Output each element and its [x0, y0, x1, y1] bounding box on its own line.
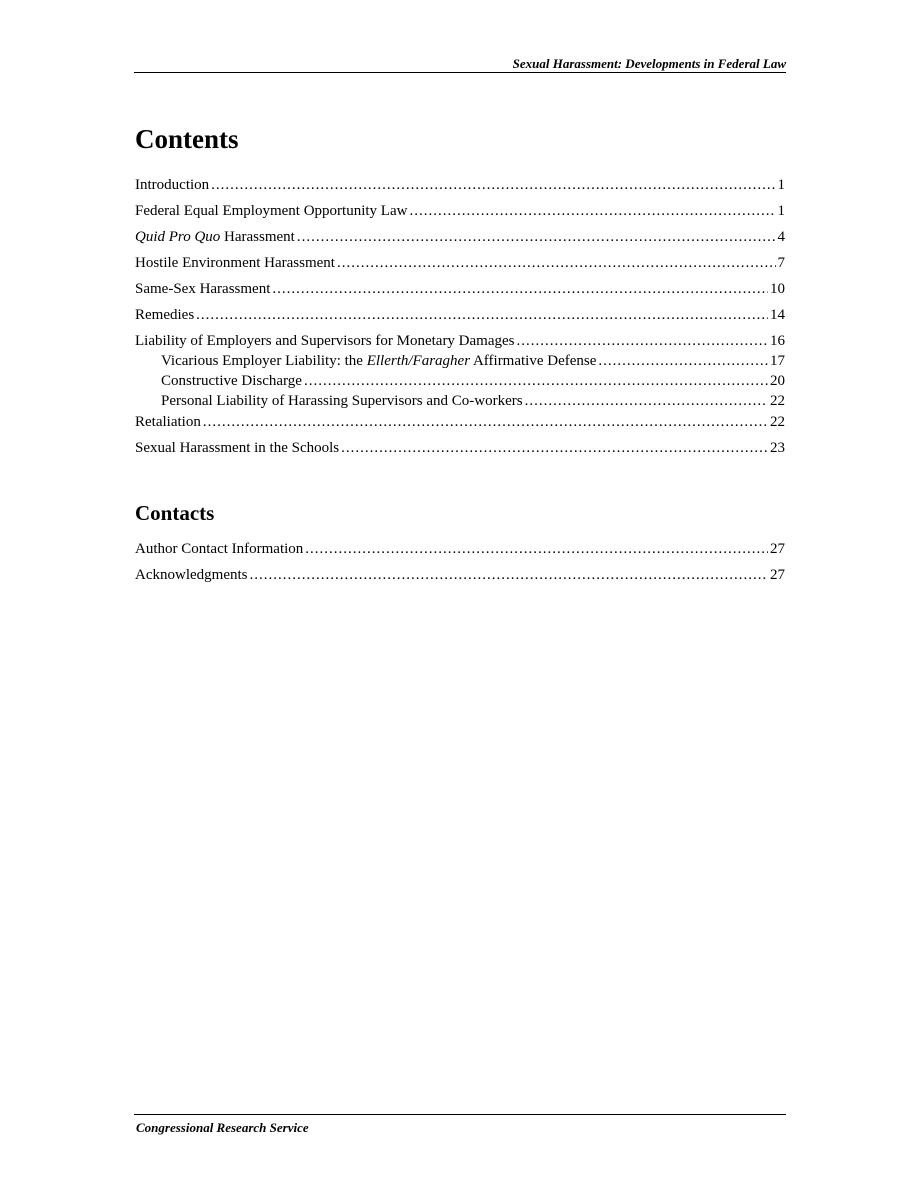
dot-leader: [517, 332, 769, 350]
toc-entry-title: Constructive Discharge: [161, 373, 302, 389]
toc-page-number: 1: [777, 177, 785, 193]
dot-leader: [211, 176, 775, 194]
toc-page-number: 22: [770, 414, 785, 430]
toc-entry-same-sex[interactable]: [135, 280, 785, 298]
toc-entry-title: Hostile Environment Harassment: [135, 255, 335, 271]
toc-page-number: 14: [770, 307, 785, 323]
toc-entry-title: Personal Liability of Harassing Supervisors and Co-workers: [161, 393, 523, 409]
toc-entry-title: Sexual Harassment in the Schools: [135, 440, 340, 456]
dot-leader: [196, 306, 768, 324]
toc-entry-liability[interactable]: [135, 332, 785, 350]
dot-leader: [249, 566, 768, 584]
contacts-title: Contacts: [135, 501, 215, 525]
header-divider: [134, 72, 786, 73]
dot-leader: [409, 202, 775, 220]
toc-page-number: 4: [777, 229, 785, 245]
toc-entry-hostile-environment[interactable]: [135, 254, 785, 272]
dot-leader: [297, 228, 776, 246]
toc-page-number: 23: [770, 440, 785, 456]
footer-publisher: Congressional Research Service: [136, 1120, 309, 1135]
toc-page-number: 22: [770, 393, 785, 409]
toc-entry-title: Vicarious Employer Liability: the Ellerth/Faragher Affirmative Defense: [161, 353, 597, 369]
toc-entry-author-contact[interactable]: [135, 540, 785, 558]
dot-leader: [305, 540, 768, 558]
footer-divider: [134, 1114, 786, 1115]
toc-entry-title: Author Contact Information: [135, 541, 304, 557]
toc-page-number: 27: [770, 567, 785, 583]
toc-entry-title: Federal Equal Employment Opportunity Law: [135, 203, 408, 219]
toc-entry-title: Liability of Employers and Supervisors for Monetary Damages: [135, 333, 515, 349]
toc-page-number: 27: [770, 541, 785, 557]
dot-leader: [203, 413, 768, 431]
toc-entry-schools[interactable]: [135, 439, 785, 457]
toc-page-number: 16: [770, 333, 785, 349]
toc-entry-title: Retaliation: [135, 414, 201, 430]
toc-entry-retaliation[interactable]: [135, 413, 785, 431]
toc-page-number: 17: [770, 353, 785, 369]
running-header: Sexual Harassment: Developments in Federal Law: [512, 56, 786, 71]
toc-entry-vicarious-liability[interactable]: [161, 352, 785, 370]
toc-entry-personal-liability[interactable]: [161, 392, 785, 410]
toc-entry-federal-eeo-law[interactable]: [135, 202, 785, 220]
toc-entry-remedies[interactable]: [135, 306, 785, 324]
toc-entry-quid-pro-quo[interactable]: [135, 228, 785, 246]
toc-page-number: 7: [777, 255, 785, 271]
contents-list: [135, 176, 785, 456]
toc-entry-title: Acknowledgments: [135, 567, 248, 583]
dot-leader: [272, 280, 768, 298]
dot-leader: [525, 392, 768, 410]
contacts-list: [135, 540, 785, 584]
toc-page-number: 20: [770, 373, 785, 389]
toc-entry-title: Same-Sex Harassment: [135, 281, 271, 297]
toc-entry-title: Quid Pro Quo Harassment: [135, 229, 295, 245]
dot-leader: [337, 254, 776, 272]
toc-entry-introduction[interactable]: [135, 176, 785, 194]
contents-title: Contents: [135, 124, 239, 154]
toc-entry-constructive-discharge[interactable]: [161, 372, 785, 390]
toc-page-number: 1: [777, 203, 785, 219]
toc-page-number: 10: [770, 281, 785, 297]
dot-leader: [598, 352, 768, 370]
toc-entry-title: Introduction: [135, 177, 210, 193]
dot-leader: [341, 439, 768, 457]
dot-leader: [304, 372, 768, 390]
toc-entry-title: Remedies: [135, 307, 195, 323]
toc-entry-acknowledgments[interactable]: [135, 566, 785, 584]
